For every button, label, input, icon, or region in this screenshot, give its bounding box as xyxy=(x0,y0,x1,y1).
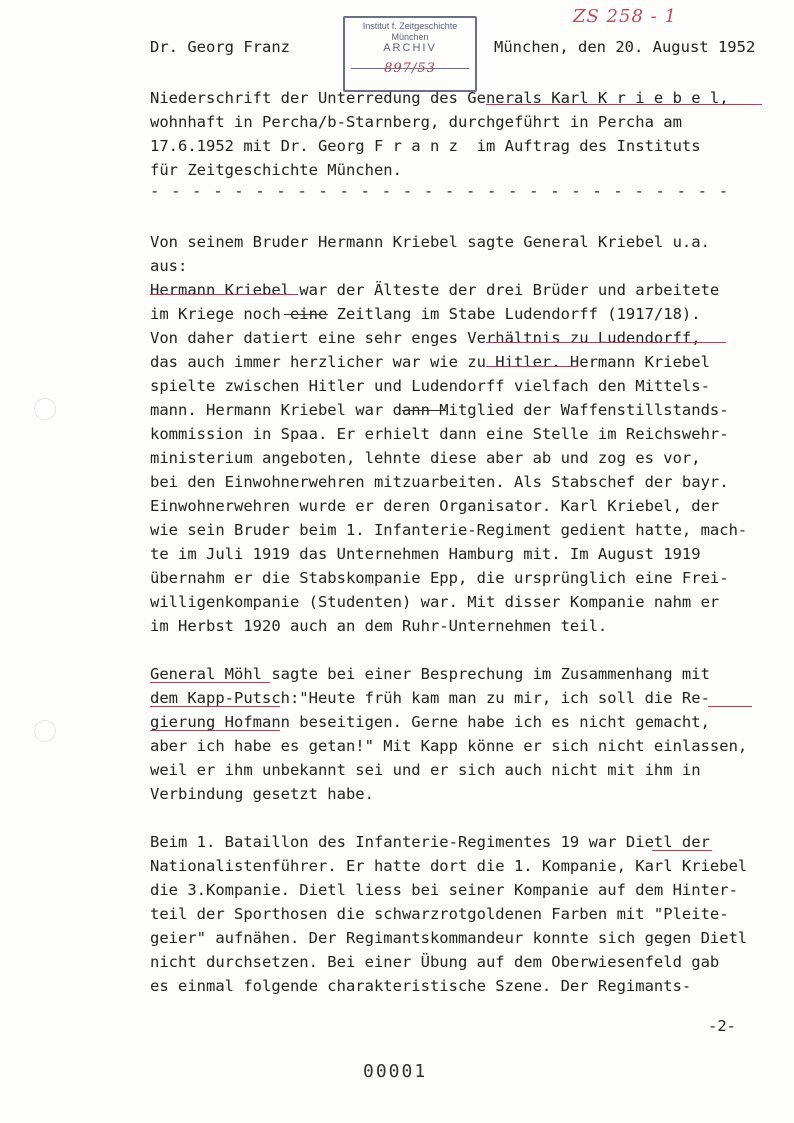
text-line: Von seinem Bruder Hermann Kriebel sagte General Kriebel u.a. xyxy=(150,233,710,251)
punch-hole-top xyxy=(34,398,56,420)
stamp-archive: ARCHIV xyxy=(383,42,437,54)
paragraph-dietl xyxy=(150,830,747,998)
stamp-divider xyxy=(351,68,469,69)
text-line: aus: xyxy=(150,257,188,275)
stamp-city: München xyxy=(391,32,429,42)
handwritten-archive-reference: ZS 258 - 1 xyxy=(573,6,677,27)
text-line: mann. Hermann Kriebel war dann Mitglied der Waffenstillstands- xyxy=(150,401,729,419)
paragraph-kriebel-brothers xyxy=(150,230,747,638)
annotation-underline xyxy=(150,294,298,295)
strikethrough-mark xyxy=(284,314,328,315)
title-line: Niederschrift der Unterredung des Generals Karl K r i e b e l, xyxy=(150,89,729,107)
text-line: die 3.Kompanie. Dietl liess bei seiner Kompanie auf dem Hinter- xyxy=(150,881,738,899)
text-line: im Herbst 1920 auch an dem Ruhr-Unternehmen teil. xyxy=(150,617,608,635)
title-line: wohnhaft in Percha/b-Starnberg, durchgeführt in Percha am xyxy=(150,113,682,131)
annotation-underline xyxy=(150,706,280,707)
text-line: im Kriege noch eine Zeitlang im Stabe Ludendorff (1917/18). xyxy=(150,305,701,323)
title-block xyxy=(150,86,729,182)
author-name: Dr. Georg Franz xyxy=(150,38,290,56)
text-line: gierung Hofmann beseitigen. Gerne habe ich es nicht gemacht, xyxy=(150,713,710,731)
text-line: willigenkompanie (Studenten) war. Mit disser Kompanie nahm er xyxy=(150,593,720,611)
separator-line: - - - - - - - - - - - - - - - - - - - - - - - - - - - - xyxy=(150,182,730,200)
page-continuation: -2- xyxy=(708,1017,736,1035)
annotation-underline xyxy=(150,730,280,731)
text-line: Nationalistenführer. Er hatte dort die 1. Kompanie, Karl Kriebel xyxy=(150,857,748,875)
annotation-underline xyxy=(652,850,712,851)
text-line: bei den Einwohnerwehren mitzuarbeiten. Als Stabschef der bayr. xyxy=(150,473,729,491)
text-line: Beim 1. Bataillon des Infanterie-Regimentes 19 war Dietl der xyxy=(150,833,710,851)
annotation-underline xyxy=(486,366,578,367)
text-line: kommission in Spaa. Er erhielt dann eine Stelle im Reichswehr- xyxy=(150,425,729,443)
stamp-number: 897/53 xyxy=(384,61,436,76)
text-line: te im Juli 1919 das Unternehmen Hamburg mit. Im August 1919 xyxy=(150,545,701,563)
text-line: ministerium angeboten, lehnte diese aber ab und zog es vor, xyxy=(150,449,701,467)
text-line: nicht durchsetzen. Bei einer Übung auf dem Oberwiesenfeld gab xyxy=(150,953,720,971)
stamp-institute: Institut f. Zeitgeschichte xyxy=(362,21,458,31)
place-date: München, den 20. August 1952 xyxy=(494,38,756,56)
title-line: 17.6.1952 mit Dr. Georg F r a n z im Auftrag des Instituts xyxy=(150,137,701,155)
text-line: aber ich habe es getan!" Mit Kapp könne er sich nicht einlassen, xyxy=(150,737,748,755)
text-line: es einmal folgende charakteristische Szene. Der Regimants- xyxy=(150,977,692,995)
document-number: 00001 xyxy=(363,1061,428,1082)
text-line: Hermann Kriebel war der Älteste der drei Brüder und arbeitete xyxy=(150,281,720,299)
paragraph-moehl-kapp xyxy=(150,662,747,806)
text-line: das auch immer herzlicher war wie zu Hitler. Hermann Kriebel xyxy=(150,353,710,371)
text-line: geier" aufnähen. Der Regimantskommandeur konnte sich gegen Dietl xyxy=(150,929,748,947)
archive-stamp xyxy=(343,16,477,92)
text-line: dem Kapp-Putsch:"Heute früh kam man zu mir, ich soll die Re- xyxy=(150,689,710,707)
title-underline-mark xyxy=(486,104,762,105)
annotation-underline xyxy=(708,706,752,707)
text-line: weil er ihm unbekannt sei und er sich auch nicht mit ihm in xyxy=(150,761,701,779)
text-line: Von daher datiert eine sehr enges Verhältnis zu Ludendorff, xyxy=(150,329,701,347)
annotation-underline xyxy=(486,342,726,343)
text-line: übernahm er die Stabskompanie Epp, die ursprünglich eine Frei- xyxy=(150,569,729,587)
annotation-underline xyxy=(150,682,270,683)
text-line: teil der Sporthosen die schwarzrotgoldenen Farben mit "Pleite- xyxy=(150,905,729,923)
text-line: wie sein Bruder beim 1. Infanterie-Regiment gedient hatte, mach- xyxy=(150,521,748,539)
text-line: Verbindung gesetzt habe. xyxy=(150,785,374,803)
title-line: für Zeitgeschichte München. xyxy=(150,161,402,179)
punch-hole-bottom xyxy=(34,720,56,742)
text-line: Einwohnerwehren wurde er deren Organisator. Karl Kriebel, der xyxy=(150,497,720,515)
text-line: General Möhl sagte bei einer Besprechung im Zusammenhang mit xyxy=(150,665,710,683)
text-line: spielte zwischen Hitler und Ludendorff vielfach den Mittels- xyxy=(150,377,710,395)
strikethrough-mark xyxy=(402,410,446,411)
